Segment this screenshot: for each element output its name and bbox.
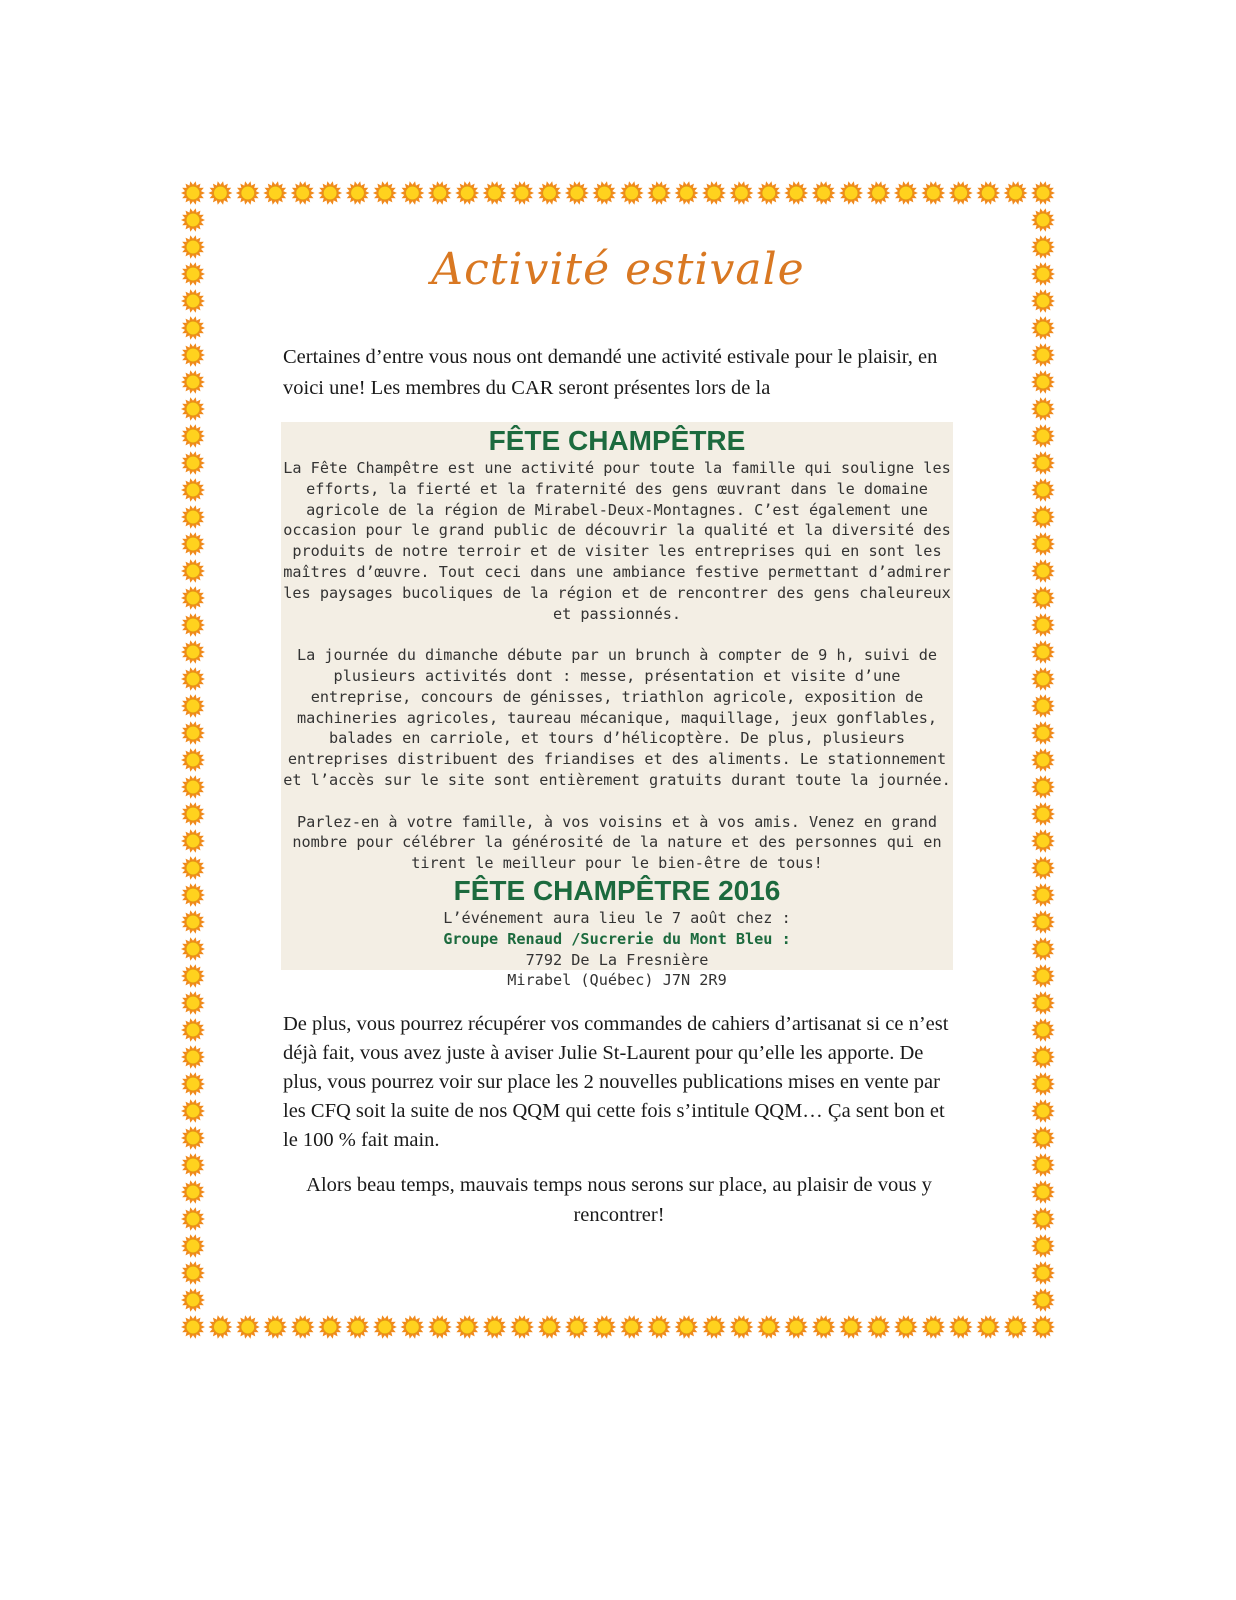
sun-icon (757, 181, 781, 204)
sun-icon (1031, 262, 1055, 285)
sun-icon (1031, 667, 1055, 690)
sun-icon (757, 1315, 781, 1338)
sun-icon (263, 181, 287, 204)
sun-icon (181, 1234, 205, 1257)
sun-icon (921, 181, 945, 204)
sun-icon (702, 1315, 726, 1338)
sun-icon (1031, 829, 1055, 852)
sun-icon (400, 1315, 424, 1338)
sun-icon (181, 1207, 205, 1230)
sun-icon (181, 1126, 205, 1149)
sun-icon (181, 613, 205, 636)
sun-icon (181, 397, 205, 420)
sun-icon (1031, 1261, 1055, 1284)
sun-icon (1031, 289, 1055, 312)
sun-icon (263, 1315, 287, 1338)
sun-icon (181, 991, 205, 1014)
sun-icon (592, 181, 616, 204)
sun-icon (812, 1315, 836, 1338)
sun-icon (729, 1315, 753, 1338)
sun-icon (812, 181, 836, 204)
sun-icon (538, 1315, 562, 1338)
sun-icon (949, 1315, 973, 1338)
sun-icon (675, 181, 699, 204)
sun-icon (181, 802, 205, 825)
sun-icon (976, 1315, 1000, 1338)
sun-icon (181, 883, 205, 906)
sun-icon (1031, 1099, 1055, 1122)
sun-icon (181, 1018, 205, 1041)
sun-icon (921, 1315, 945, 1338)
sun-icon (784, 181, 808, 204)
sun-icon (729, 181, 753, 204)
event-date-line: L’événement aura lieu le 7 août chez : (443, 908, 791, 927)
sun-icon (181, 856, 205, 879)
sun-icon (538, 181, 562, 204)
sun-icon (181, 1288, 205, 1311)
sun-icon (181, 181, 205, 204)
sun-icon (1031, 694, 1055, 717)
sun-icon (1031, 505, 1055, 528)
sun-icon (1031, 991, 1055, 1014)
sun-icon (1031, 1126, 1055, 1149)
sun-icon (510, 1315, 534, 1338)
sun-icon (318, 1315, 342, 1338)
sun-icon (620, 1315, 644, 1338)
sun-icon (181, 694, 205, 717)
sun-icon (1031, 316, 1055, 339)
sun-icon (839, 181, 863, 204)
sun-icon (291, 1315, 315, 1338)
sun-icon (702, 181, 726, 204)
sun-icon (181, 1180, 205, 1203)
sun-icon (483, 181, 507, 204)
sun-icon (592, 1315, 616, 1338)
sun-icon (181, 343, 205, 366)
sun-icon (1031, 532, 1055, 555)
sun-icon (236, 1315, 260, 1338)
sun-icon (181, 1261, 205, 1284)
sun-icon (181, 1315, 205, 1338)
sun-icon (1031, 910, 1055, 933)
sun-icon (1031, 883, 1055, 906)
sun-icon (1031, 1018, 1055, 1041)
sun-icon (181, 586, 205, 609)
sun-icon (181, 370, 205, 393)
sun-icon (181, 424, 205, 447)
sun-icon (346, 181, 370, 204)
sun-icon (1031, 1234, 1055, 1257)
sun-icon (181, 829, 205, 852)
sun-icon (181, 1045, 205, 1068)
event-heading-2016: FÊTE CHAMPÊTRE 2016 (453, 874, 781, 906)
sun-icon (455, 181, 479, 204)
event-activities-paragraph: La journée du dimanche débute par un brunch à compter de 9 h, suivi de plusieurs activités dont : messe, présentation et visite d’une entreprise, concours de génisses, triathlon agricole, exposition de machineries agricoles, taureau mécanique, maquillage, jeux gonflables, balades en carriole, et tours d’hélicoptère. De plus, plusieurs entreprises distribuent des friandises et des aliments. Le stationnement et l’accès sur le site sont entièrement gratuits durant toute la journée. (283, 646, 951, 789)
sun-icon (181, 721, 205, 744)
sun-icon (236, 181, 260, 204)
sun-icon (181, 451, 205, 474)
sun-icon (483, 1315, 507, 1338)
sun-icon (949, 181, 973, 204)
sun-icon (1031, 1207, 1055, 1230)
sun-icon (1031, 451, 1055, 474)
sun-icon (1031, 748, 1055, 771)
sun-icon (373, 181, 397, 204)
sun-icon (976, 181, 1000, 204)
sun-icon (894, 181, 918, 204)
closing-paragraph: Alors beau temps, mauvais temps nous serons sur place, au plaisir de vous y rencontrer! (306, 1174, 932, 1226)
sun-icon (1031, 964, 1055, 987)
sun-icon (1031, 208, 1055, 231)
sun-icon (181, 640, 205, 663)
sun-icon (181, 1099, 205, 1122)
sun-icon (867, 181, 891, 204)
sun-icon (647, 1315, 671, 1338)
sun-icon (1031, 343, 1055, 366)
sun-icon (181, 964, 205, 987)
sun-icon (1031, 397, 1055, 420)
sun-icon (565, 1315, 589, 1338)
event-heading: FÊTE CHAMPÊTRE (488, 425, 746, 456)
sun-icon (181, 1072, 205, 1095)
sun-icon (428, 1315, 452, 1338)
sun-icon (181, 262, 205, 285)
sun-icon (1031, 721, 1055, 744)
sun-icon (1031, 181, 1055, 204)
sun-icon (1004, 181, 1028, 204)
sun-icon (1031, 856, 1055, 879)
sun-icon (1031, 559, 1055, 582)
sun-icon (373, 1315, 397, 1338)
sun-icon (675, 1315, 699, 1338)
sun-icon (1031, 424, 1055, 447)
sun-icon (839, 1315, 863, 1338)
sun-icon (1031, 1288, 1055, 1311)
event-venue-name: Groupe Renaud /Sucrerie du Mont Bleu : (443, 929, 791, 948)
sun-icon (181, 775, 205, 798)
sun-icon (346, 1315, 370, 1338)
sun-icon (1031, 235, 1055, 258)
event-description-paragraph: La Fête Champêtre est une activité pour toute la famille qui souligne les efforts, la fierté et la fraternité des gens œuvrant dans le domaine agricole de la région de Mirabel-Deux-Montagnes. C’est également une occasion pour le grand public de découvrir la qualité et la diversité des produits de notre terroir et de visiter les entreprises qui en sont les maîtres d’œuvre. Tout ceci dans une ambiance festive permettant d’admirer les paysages bucoliques de la région et de rencontrer des gens chaleureux et passionnés. (283, 459, 951, 623)
sun-icon (455, 1315, 479, 1338)
sun-icon (867, 1315, 891, 1338)
sun-icon (1031, 937, 1055, 960)
sun-icon (181, 316, 205, 339)
sun-icon (181, 1153, 205, 1176)
sun-icon (318, 181, 342, 204)
sun-icon (291, 181, 315, 204)
sun-icon (1031, 1315, 1055, 1338)
sun-icon (510, 181, 534, 204)
sun-icon (647, 181, 671, 204)
sun-icon (1031, 370, 1055, 393)
sun-icon (181, 748, 205, 771)
sun-icon (181, 289, 205, 312)
sun-icon (1031, 775, 1055, 798)
event-info-box (281, 422, 953, 990)
event-address-street: 7792 De La Fresnière (525, 950, 709, 969)
sun-icon (181, 532, 205, 555)
sun-icon (208, 181, 232, 204)
event-invitation-paragraph: Parlez-en à votre famille, à vos voisins et à vos amis. Venez en grand nombre pour célébrer la générosité de la nature et des personnes qui en tirent le meilleur pour le bien-être de tous! (292, 812, 942, 873)
sun-icon (208, 1315, 232, 1338)
outro-paragraph: De plus, vous pourrez récupérer vos commandes de cahiers d’artisanat si ce n’est déjà fait, vous avez juste à aviser Julie St-Laurent pour qu’elle les apporte. De plus, vous pourrez voir sur place les 2 nouvelles publications mises en vente par les CFQ soit la suite de nos QQM qui cette fois s’intitule QQM… Ça sent bon et le 100 % fait main. (283, 1013, 949, 1151)
sun-icon (181, 235, 205, 258)
sun-icon (181, 937, 205, 960)
sun-icon (1031, 640, 1055, 663)
sun-icon (1031, 1045, 1055, 1068)
sun-icon (181, 208, 205, 231)
sun-icon (1031, 586, 1055, 609)
sun-icon (1031, 1180, 1055, 1203)
sun-icon (181, 478, 205, 501)
sun-icon (620, 181, 644, 204)
sun-icon (1031, 613, 1055, 636)
intro-paragraph: Certaines d’entre vous nous ont demandé une activité estivale pour le plaisir, en voici une! Les membres du CAR seront présentes lors de la (283, 346, 938, 399)
sun-icon (894, 1315, 918, 1338)
sun-icon (1031, 478, 1055, 501)
event-address-city: Mirabel (Québec) J7N 2R9 (507, 971, 727, 990)
sun-icon (1004, 1315, 1028, 1338)
sun-icon (181, 667, 205, 690)
sun-icon (1031, 1153, 1055, 1176)
sun-icon (181, 505, 205, 528)
sun-icon (1031, 1072, 1055, 1095)
sun-icon (181, 559, 205, 582)
sun-icon (1031, 802, 1055, 825)
sun-icon (428, 181, 452, 204)
sun-icon (565, 181, 589, 204)
sun-icon (784, 1315, 808, 1338)
sun-icon (400, 181, 424, 204)
page-title: Activité estivale (431, 244, 805, 295)
sun-icon (181, 910, 205, 933)
